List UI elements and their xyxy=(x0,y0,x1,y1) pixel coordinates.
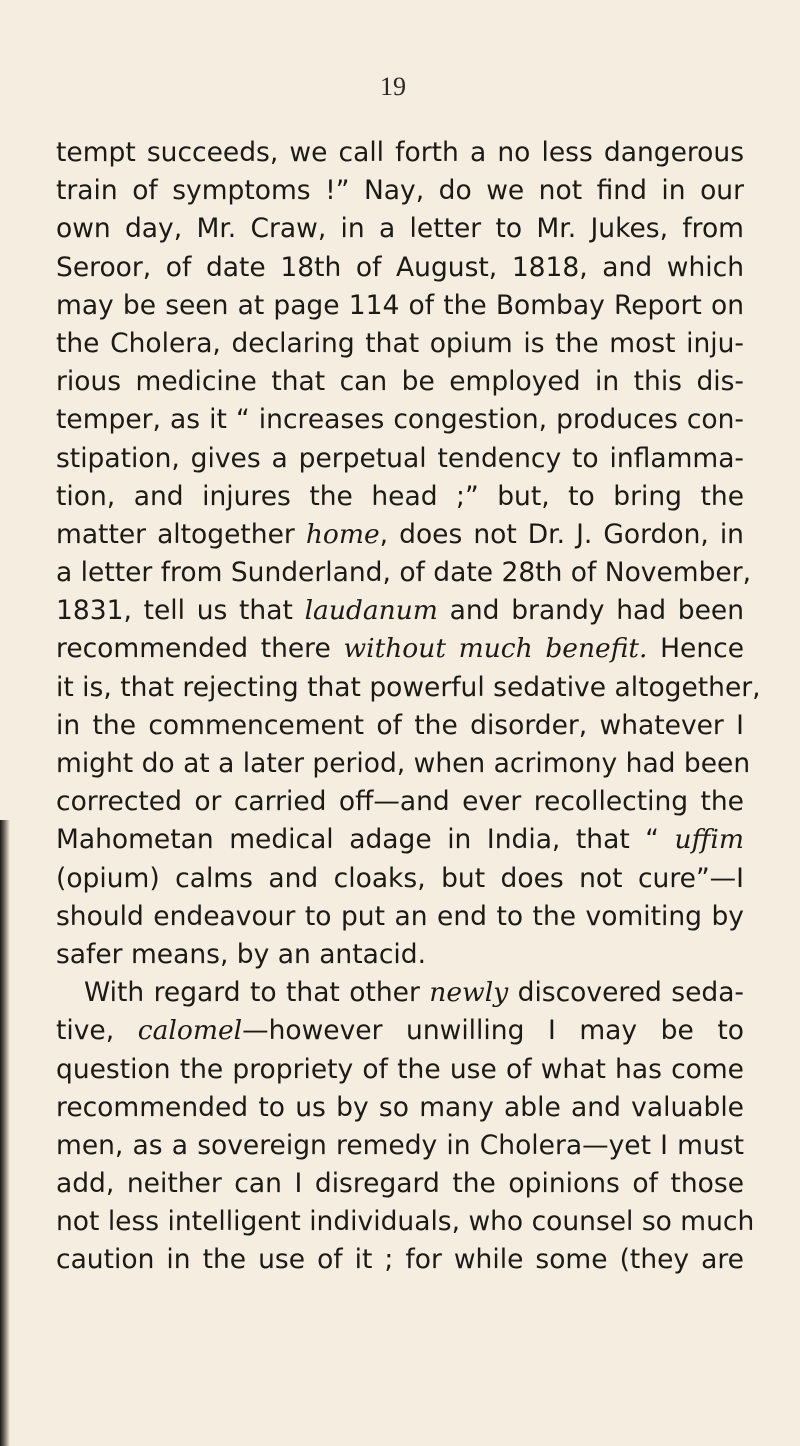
binding-shadow xyxy=(0,820,10,1446)
text-line: caution in the use of it ; for while some (they are xyxy=(56,1244,744,1276)
text-line: stipation, gives a perpetual tendency to inflamma- xyxy=(56,442,744,474)
text-line: might do at a later period, when acrimony had been xyxy=(56,748,751,779)
italic-text: laudanum xyxy=(304,595,438,627)
text-line: matter altogether home, does not Dr. J. Gordon, in xyxy=(56,518,744,550)
text-line: tempt succeeds, we call forth a no less dangerous xyxy=(56,137,744,168)
italic-text: without much benefit. xyxy=(343,633,648,665)
text-line: temper, as it “ increases congestion, produces con- xyxy=(56,404,744,436)
text-line: in the commencement of the disorder, whatever I xyxy=(56,709,744,741)
text-line: train of symptoms !” Nay, do we not find in our xyxy=(56,175,744,207)
text-line: question the propriety of the use of what has come xyxy=(56,1053,744,1085)
italic-text: home xyxy=(305,518,380,550)
text-line: Mahometan medical adage in India, that “ uffim xyxy=(56,824,744,856)
text-line: (opium) calms and cloaks, but does not cure”—I xyxy=(56,862,744,894)
text-line: tion, and injures the head ;” but, to bring the xyxy=(56,480,744,512)
page-number: 19 xyxy=(380,72,406,101)
text-line: not less intelligent individuals, who counsel so much xyxy=(56,1206,755,1238)
text-line: the Cholera, declaring that opium is the most inju- xyxy=(56,327,744,359)
text-line: tive, calomel—however unwilling I may be to xyxy=(56,1015,744,1047)
text-line: safer means, by an antacid. xyxy=(56,938,427,970)
body-text xyxy=(56,134,761,1280)
text-line: may be seen at page 114 of the Bombay Report on xyxy=(56,289,744,321)
italic-text: calomel xyxy=(137,1015,243,1047)
text-line: recommended there without much benefit. Hence xyxy=(56,633,745,665)
italic-text: newly xyxy=(429,977,509,1009)
text-line: corrected or carried off—and ever recollecting the xyxy=(56,786,744,818)
text-line: rious medicine that can be employed in this dis- xyxy=(56,366,744,398)
text-line: add, neither can I disregard the opinions of those xyxy=(56,1168,744,1200)
text-line: should endeavour to put an end to the vomiting by xyxy=(56,900,744,932)
text-line: 1831, tell us that laudanum and brandy had been xyxy=(56,595,744,627)
text-line: men, as a sovereign remedy in Cholera—yet I must xyxy=(56,1129,744,1161)
text-line: recommended to us by so many able and valuable xyxy=(56,1091,744,1123)
text-line: own day, Mr. Craw, in a letter to Mr. Jukes, from xyxy=(56,213,744,245)
text-line: With regard to that other newly discovered seda- xyxy=(84,977,744,1009)
text-line: a letter from Sunderland, of date 28th of November, xyxy=(56,557,752,589)
text-line: Seroor, of date 18th of August, 1818, and which xyxy=(56,251,744,283)
text-line: it is, that rejecting that powerful sedative altogether, xyxy=(56,671,761,703)
italic-text: uffim xyxy=(674,824,744,856)
